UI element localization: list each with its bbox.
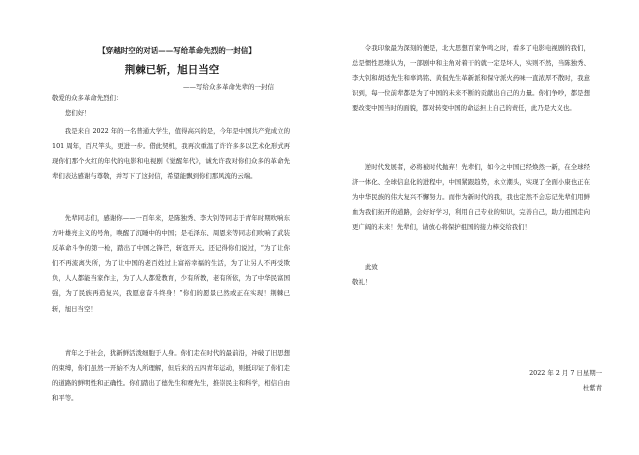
greeting: 您们好！ — [65, 109, 91, 117]
paragraph-5: 逆时代发展者，必将被时代抛弃！先辈们，如今之中国已经焕然一新，在全球经济一体化、全球信息化的进程中，中国紧跟趋势，永立潮头，实现了全面小康也正在为中华民族的伟大复兴不懈努力。而作为新时代的我，我也定然不会忘记先辈们用鲜血为我们拓开的道路，会好好学习，利用自己专业的知识，完善自己，助力祖国走向更广阔的未来！先辈们，请放心将保护祖国的接力棒交给我们！ — [352, 163, 590, 232]
paragraph-3: 青年之于社会，犹新鲜活泼细胞于人身。你们走在时代的最前沿，冲破了旧思想的束缚，你们虽然一开始不为人所理解，但后来的五四青年运动，则抵印证了你们走的道路的鲜明性和正确性。你们踏出了德先生和赛先生，推崇民主和科学，相信自由和平等。 — [52, 349, 290, 403]
closing-line-1: 此致 — [365, 263, 378, 271]
letter-title: 荆棘已斩，旭日当空 — [124, 64, 220, 76]
left-column — [52, 0, 292, 455]
paragraph-4: 令我印象最为深刻的便是，北大思想百家争鸣之时，看多了电影电视剧的我们，总是惯性思维认为，一部剧中和主角对着干的就一定是坏人，实则不然，当陈独秀、李大钊和胡适先生和辜鸿铭、黄侃先生革新派和保守派火药味一直浓厚不散时，我意识到，每一位前辈都是为了中国的未来不断的贡献出自己的力量。你们争吵，都是想要改变中国当时的面貌，都对转变中国的命运担上自己的责任，此乃是大义也。 — [352, 44, 590, 113]
paragraph-2: 先辈同志们，感谢你——一百年来，是陈独秀、李大钊等同志于青年时期吹响东方叶雄亮主义的号角，唤醒了沉睡中的中国；是毛泽东、周恩来等同志们吹响了武装反革命斗争的第一枪，踏出了中国之锋芒，斩寇开天。还记得你们说过，“为了让你们不再流离失所，为了让中国的老百姓过上富裕幸福的生活，为了让另人不再受欺负，人人都能当家作主，为了人人都爱教育，少有所教，老有所依，为了中华民富国强，为了民族再造复兴，我愿意奋斗终身！”你们的愿景已然或正在实现！荆棘已斩，旭日当空！ — [52, 214, 290, 313]
signature: 杜紫青 — [582, 384, 602, 392]
paragraph-1: 我是来自 2022 年的一名普通大学生，值得高兴的是，今年是中国共产党成立的 101 周年，百尺竿头，更进一步。借此契机，我再次重温了许许多多以艺术化形式再现你们那个火红的年代的电影和电视剧《觉醒年代》，诚允许我对你们众多的革命先辈们表达感谢与尊敬，并写下了这封信，希望能飘到你们那风流的云端。 — [52, 127, 290, 181]
series-heading: 【穿越时空的对话——写给革命先烈的一封信】 — [98, 46, 256, 55]
right-column — [352, 0, 602, 455]
salutation: 敬爱的众多革命先烈们： — [52, 94, 123, 102]
closing-line-2: 敬礼！ — [352, 278, 372, 286]
letter-date: 2022 年 2 月 7 日星期一 — [529, 369, 602, 377]
letter-dedication: ——写给众多革命先辈的一封信 — [183, 83, 274, 91]
